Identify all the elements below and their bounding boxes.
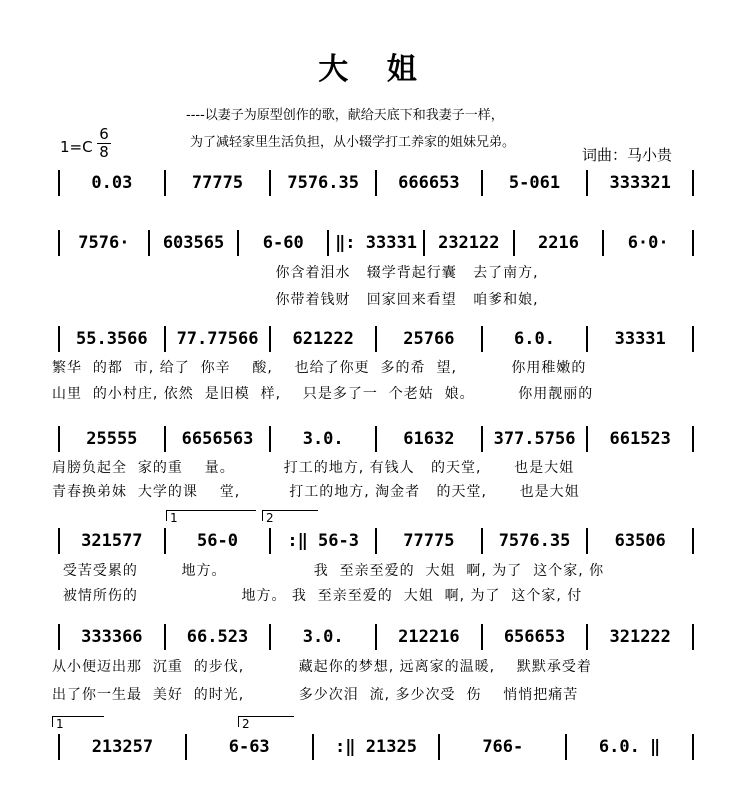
measure: 25766 xyxy=(403,329,455,349)
notation-line-3 xyxy=(52,324,700,354)
bar-line xyxy=(312,734,314,760)
lyric-line-10: 出了你一生最 美好 的时光, 多少次泪 流, 多少次受 伤 悄悄把痛苦 xyxy=(52,687,579,703)
bar-line xyxy=(513,230,515,256)
lyric-line-2: 你带着钱财 回家回来看望 咱爹和娘, xyxy=(52,292,539,308)
bar-line xyxy=(164,326,166,352)
measure: 56-0 xyxy=(197,531,238,551)
bar-line xyxy=(164,624,166,650)
measure: 213257 xyxy=(91,737,154,757)
measure: 61632 xyxy=(403,429,455,449)
measure: 3.0. xyxy=(302,429,344,449)
bar-line xyxy=(269,426,271,452)
lyric-line-5: 肩膀负起全 家的重 量。 打工的地方, 有钱人 的天堂, 也是大姐 xyxy=(52,460,575,476)
measure: 666653 xyxy=(398,173,460,193)
measure: 3.0. xyxy=(302,627,344,647)
bar-line xyxy=(586,528,588,554)
measure: 621222 xyxy=(292,329,354,349)
measure: :‖ 56-3 xyxy=(287,531,359,551)
measure: 63506 xyxy=(614,531,666,551)
lyric-line-1: 你含着泪水 辍学背起行囊 去了南方, xyxy=(52,265,539,281)
volta-1b: 1 xyxy=(52,716,104,727)
bar-line xyxy=(185,734,187,760)
measure: 0.03 xyxy=(91,173,133,193)
bar-line xyxy=(565,734,567,760)
volta-2a: 2 xyxy=(262,510,318,521)
lyric-line-6: 青春换弟妹 大学的课 堂, 打工的地方, 淘金者 的天堂, 也是大姐 xyxy=(52,484,580,500)
key-signature: 1=C xyxy=(60,138,93,156)
measure: 656653 xyxy=(503,627,566,647)
volta-1a: 1 xyxy=(166,510,256,521)
bar-line xyxy=(58,230,60,256)
measure: 77.77566 xyxy=(176,329,259,349)
bar-line xyxy=(375,326,377,352)
measure: 6-60 xyxy=(262,233,304,253)
notation-line-4 xyxy=(52,424,700,454)
bar-line xyxy=(692,426,694,452)
notation-line-2 xyxy=(52,228,700,258)
notation-line-7 xyxy=(52,732,700,762)
measure: 6.0. xyxy=(514,329,555,349)
bar-line xyxy=(586,170,588,196)
bar-line xyxy=(481,426,483,452)
measure: 6·0· xyxy=(627,233,669,253)
measure: 2216 xyxy=(538,233,579,253)
notation-line-6 xyxy=(52,622,700,652)
bar-line xyxy=(58,624,60,650)
measure: 603565 xyxy=(162,233,225,253)
bar-line xyxy=(481,528,483,554)
bar-line xyxy=(692,624,694,650)
measure: 77775 xyxy=(403,531,455,551)
bar-line xyxy=(58,170,60,196)
bar-line xyxy=(164,170,166,196)
bar-line xyxy=(269,528,271,554)
measure: 6-63 xyxy=(228,737,270,757)
measure: 7576· xyxy=(78,233,130,253)
notation-line-5 xyxy=(52,526,700,556)
bar-line xyxy=(375,426,377,452)
measure: 33331 xyxy=(614,329,666,349)
measure: 321222 xyxy=(609,627,671,647)
dedication-line-1: ----以妻子为原型创作的歌，献给天底下和我妻子一样， xyxy=(186,108,504,123)
measure: ‖: 33331 xyxy=(335,233,417,253)
measure: 7576.35 xyxy=(287,173,359,193)
composer-credit: 词曲：马小贵 xyxy=(582,146,673,164)
bar-line xyxy=(692,528,694,554)
bar-line xyxy=(692,734,694,760)
lyric-line-4: 山里 的小村庄, 依然 是旧模 样, 只是多了一 个老姑 娘。 你用靓丽的 xyxy=(52,386,594,402)
measure: 5-061 xyxy=(508,173,561,193)
measure: 55.3566 xyxy=(76,329,148,349)
lyric-line-9: 从小便迈出那 沉重 的步伐, 藏起你的梦想, 远离家的温暖, 默默承受着 xyxy=(52,659,592,675)
measure: 333321 xyxy=(609,173,671,193)
bar-line xyxy=(58,734,60,760)
time-signature xyxy=(97,126,111,161)
measure: 766- xyxy=(482,737,524,757)
bar-line xyxy=(148,230,150,256)
bar-line xyxy=(164,528,166,554)
bar-line xyxy=(327,230,329,256)
measure: 321577 xyxy=(81,531,143,551)
notation-line-1 xyxy=(52,168,700,198)
measure: 6.0. ‖ xyxy=(598,737,661,757)
bar-line xyxy=(164,426,166,452)
measure: :‖ 21325 xyxy=(335,737,417,757)
bar-line xyxy=(481,326,483,352)
bar-line xyxy=(481,624,483,650)
bar-line xyxy=(692,170,694,196)
measure: 212216 xyxy=(398,627,460,647)
time-numerator: 6 xyxy=(97,126,111,144)
measure: 333366 xyxy=(81,627,143,647)
bar-line xyxy=(375,624,377,650)
volta-2b: 2 xyxy=(238,716,294,727)
bar-line xyxy=(269,624,271,650)
bar-line xyxy=(423,230,425,256)
lyric-line-7: 受苦受累的 地方。 我 至亲至爱的 大姐 啊, 为了 这个家, 你 xyxy=(52,563,605,579)
bar-line xyxy=(58,326,60,352)
measure: 6656563 xyxy=(181,429,254,449)
measure: 25555 xyxy=(86,429,138,449)
bar-line xyxy=(586,624,588,650)
measure: 661523 xyxy=(609,429,671,449)
bar-line xyxy=(269,326,271,352)
lyric-line-3: 繁华 的都 市, 给了 你辛 酸, 也给了你更 多的希 望, 你用稚嫩的 xyxy=(52,360,587,376)
measure: 232122 xyxy=(438,233,500,253)
bar-line xyxy=(269,170,271,196)
bar-line xyxy=(375,170,377,196)
lyric-line-8: 被情所伤的 地方。 我 至亲至爱的 大姐 啊, 为了 这个家, 付 xyxy=(52,588,583,604)
bar-line xyxy=(586,326,588,352)
bar-line xyxy=(692,230,694,256)
measure: 66.523 xyxy=(186,627,249,647)
bar-line xyxy=(237,230,239,256)
bar-line xyxy=(58,426,60,452)
measure: 7576.35 xyxy=(498,531,571,551)
bar-line xyxy=(602,230,604,256)
bar-line xyxy=(375,528,377,554)
bar-line xyxy=(586,426,588,452)
dedication-line-2: 为了减轻家里生活负担，从小辍学打工养家的姐妹兄弟。 xyxy=(190,135,516,150)
measure: 377.5756 xyxy=(493,429,576,449)
time-denominator: 8 xyxy=(99,143,109,161)
song-title: 大 姐 xyxy=(318,52,431,87)
measure: 77775 xyxy=(191,173,244,193)
bar-line xyxy=(438,734,440,760)
bar-line xyxy=(692,326,694,352)
bar-line xyxy=(481,170,483,196)
bar-line xyxy=(58,528,60,554)
